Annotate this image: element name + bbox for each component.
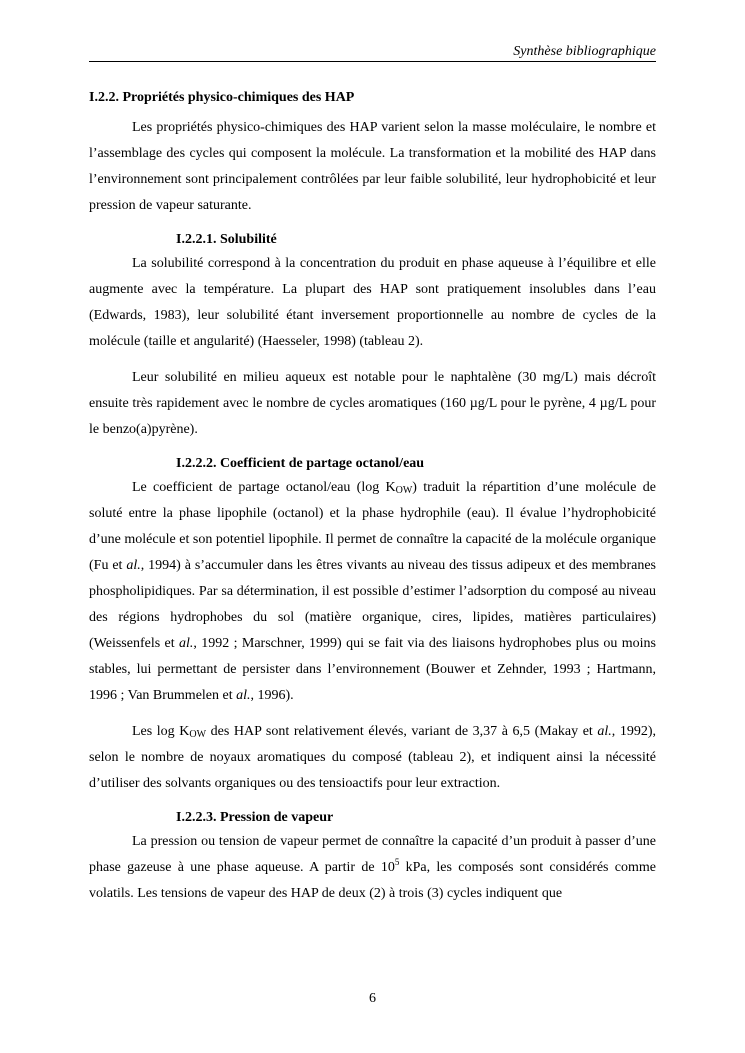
partition-heading: I.2.2.2. Coefficient de partage octanol/eau: [176, 456, 425, 471]
solubility-heading: I.2.2.1. Solubilité: [176, 232, 277, 247]
page-number: 6: [369, 991, 376, 1006]
solubility-paragraph-1: La solubilité correspond à la concentration du produit en phase aqueuse à l’équilibre et elle augmente avec la température. La plupart des HAP sont pratiquement insolubles dans l’eau (Edwards, 1983), leur solubilité étant inversement proportionnelle au nombre de cycles de la molécule (taille et angularité) (Haesseler, 1998) (tableau 2).: [89, 256, 656, 349]
running-header: Synthèse bibliographique: [513, 44, 656, 59]
partition-paragraph-1: Le coefficient de partage octanol/eau (log $K_{OW}$) traduit la répartition d’une molécule de soluté entre la phase lipophile (octanol) et la phase hydrophile (eau). Il évalue l’hydrophobicité d’une molécule et son potentiel lipophile. Il permet de connaître la capacité de la molécule organique (Fu et al., 1994) à s’accumuler dans les êtres vivants au niveau des tissus adipeux et des membranes phospholipidiques. Par sa détermination, il est possible d’estimer l’adsorption du composé au niveau des régions hydrophobes du sol (matière organique, cires, lipides, matières particulaires) (Weissenfels et al., 1992 ; Marschner, 1999) qui se fait via des liaisons hydrophobes plus ou moins stables, lui permettant de persister dans l’environnement (Bouwer et Zehnder, 1993 ; Hartmann, 1996 ; Van Brummelen et al., 1996).: [89, 480, 656, 703]
section-title: I.2.2. Propriétés physico-chimiques des HAP: [89, 90, 355, 105]
partition-paragraph-2: Les $\log K_{OW}$ des HAP sont relativement élevés, variant de 3,37 à 6,5 (Makay et al., 1992), selon le nombre de noyaux aromatiques du composé (tableau 2), et indiquent ainsi la nécessité d’utiliser des solvants organiques ou des tensioactifs pour leur extraction.: [89, 724, 657, 791]
page-content: [89, 88, 656, 907]
kow-subscript: OW: [189, 729, 207, 740]
intro-paragraph: Les propriétés physico-chimiques des HAP varient selon la masse moléculaire, le nombre et l’assemblage des cycles qui composent la molécule. La transformation et la mobilité des HAP dans l’environnement sont principalement contrôlées par leur faible solubilité, leur hydrophobicité et leur pression de vapeur saturante.: [89, 120, 656, 213]
kow-subscript: OW: [395, 485, 413, 496]
vapor-heading: I.2.2.3. Pression de vapeur: [176, 810, 334, 825]
vapor-paragraph: La pression ou tension de vapeur permet de connaître la capacité d’un produit à passer d’une phase gazeuse à une phase aqueuse. A partir de $10^5$ kPa, les composés sont considérés comme volatils. Les tensions de vapeur des HAP de deux (2) à trois (3) cycles indiquent que: [89, 834, 656, 901]
solubility-paragraph-2: Leur solubilité en milieu aqueux est notable pour le naphtalène (30 mg/L) mais décroît ensuite très rapidement avec le nombre de cycles aromatiques (160 µg/L pour le pyrène, 4 µg/L pour le benzo(a)pyrène).: [89, 370, 656, 437]
exponent: 5: [394, 857, 400, 867]
header-rule: [89, 61, 656, 62]
